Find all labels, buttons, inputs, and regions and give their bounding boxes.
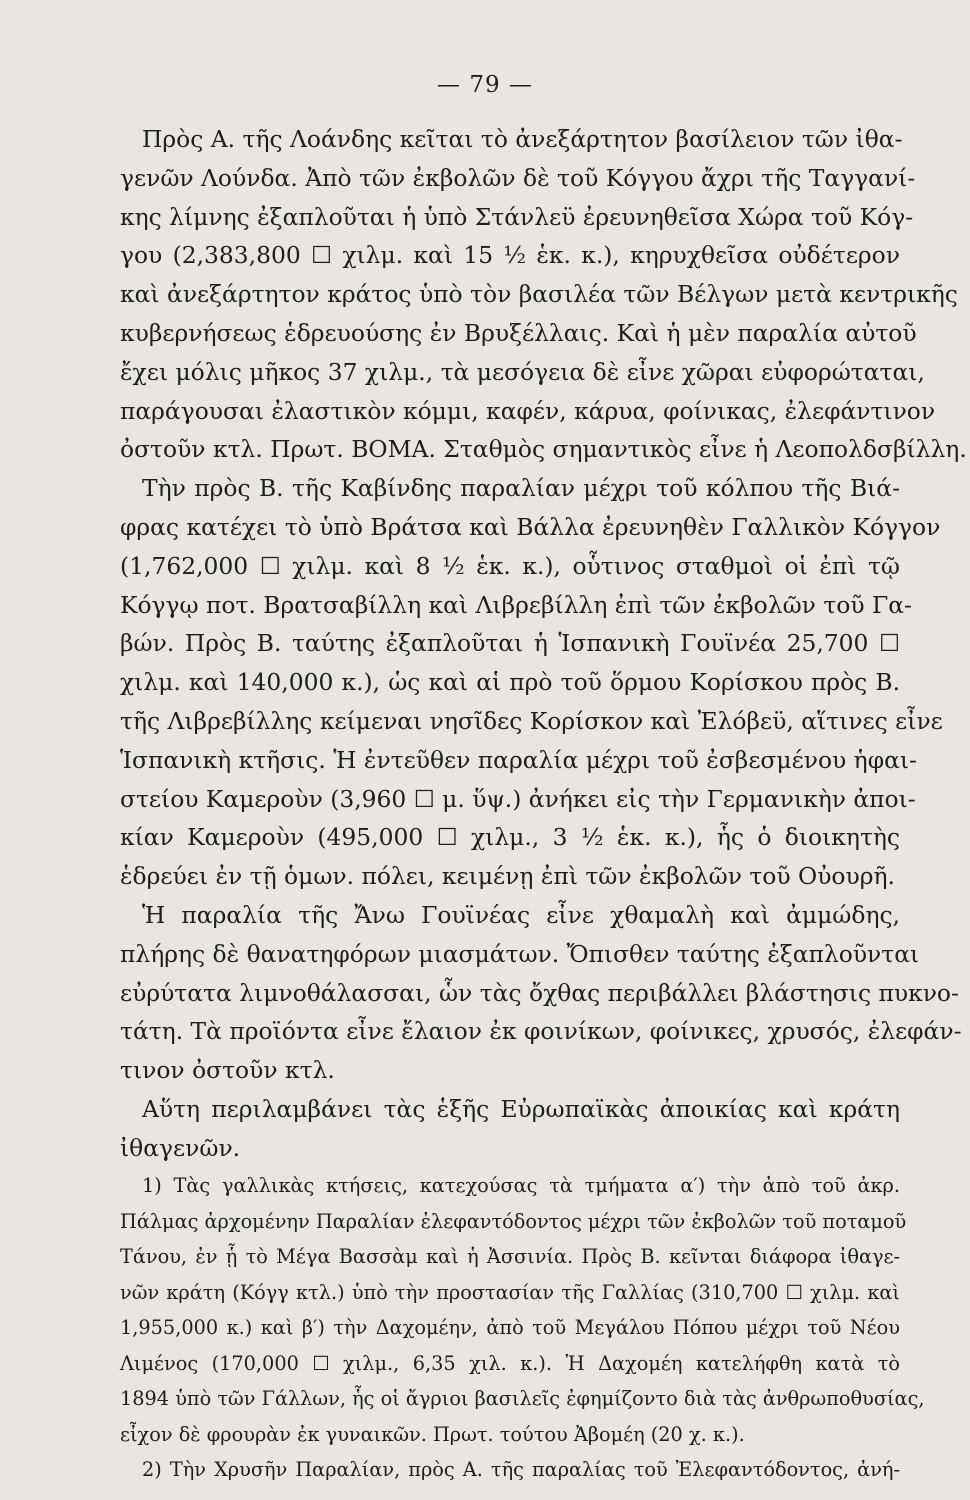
text-line: ἰθαγενῶν. <box>120 1133 241 1162</box>
text-line: ἑδρεύει ἐν τῇ ὁμων. πόλει, κειμένῃ ἐπὶ τῶν ἐκβολῶν τοῦ Οὐουρῆ. <box>120 862 895 891</box>
text-line: χιλμ. καὶ 140,000 κ.), ὡς καὶ αἱ πρὸ τοῦ ὅρμου Κορίσκου πρὸς Β. <box>120 668 900 697</box>
text-line: κης λίμνης ἐξαπλοῦται ἡ ὑπὸ Στάνλεϋ ἐρευνηθεῖσα Χώρα τοῦ Κόγ- <box>120 202 914 231</box>
text-line: καὶ ἀνεξάρτητον κράτος ὑπὸ τὸν βασιλέα τῶν Βέλγων μετὰ κεντρικῆς <box>120 280 958 309</box>
text-line: ἔχει μόλις μῆκος 37 χιλμ., τὰ μεσόγεια δὲ εἶνε χῶραι εὐφορώταται, <box>120 357 925 386</box>
footnote-line: 1894 ὑπὸ τῶν Γάλλων, ἧς οἱ ἄγριοι βασιλεῖς ἐφημίζοντο διὰ τὰς ἀνθρωποθυσίας, <box>120 1387 925 1410</box>
footnote-line: νῶν κράτη (Κόγγ κτλ.) ὑπὸ τὴν προστασίαν τῆς Γαλλίας (310,700 ☐ χιλμ. καὶ <box>120 1280 900 1304</box>
text-line: Αὕτη περιλαμβάνει τὰς ἑξῆς Εὐρωπαϊκὰς ἀποικίας καὶ κράτη <box>142 1094 900 1123</box>
text-line: γενῶν Λούνδα. Ἀπὸ τῶν ἐκβολῶν δὲ τοῦ Κόγγου ἄχρι τῆς Ταγγανί- <box>120 163 916 192</box>
main-text <box>120 120 967 1168</box>
footnote-line: 1,955,000 κ.) καὶ β′) τὴν Δαχομέην, ἀπὸ τοῦ Μεγάλου Πόπου μέχρι τοῦ Νέου <box>120 1316 900 1339</box>
text-line: τάτη. Τὰ προϊόντα εἶνε ἔλαιον ἐκ φοινίκων, φοίνικες, χρυσός, ἐλεφάν- <box>120 1017 962 1046</box>
text-line: ὀστοῦν κτλ. Πρωτ. ΒΟΜΑ. Σταθμὸς σημαντικὸς εἶνε ἡ Λεοπολδσβίλλη. <box>120 435 967 464</box>
text-line: Κόγγῳ ποτ. Βρατσαβίλλη καὶ Λιβρεβίλλη ἐπὶ τῶν ἐκβολῶν τοῦ Γα- <box>120 590 912 619</box>
text-line: τινον ὀστοῦν κτλ. <box>120 1056 335 1085</box>
text-line: Πρὸς Α. τῆς Λοάνδης κεῖται τὸ ἀνεξάρτητον βασίλειον τῶν ἰθα- <box>142 125 903 153</box>
footnote-line: Τάνου, ἐν ᾗ τὸ Μέγα Βασσὰμ καὶ ἡ Ἀσσινία. Πρὸς Β. κεῖνται διάφορα ἰθαγε- <box>120 1245 900 1268</box>
text-line: γου (2,383,800 ☐ χιλμ. καὶ 15 ½ ἑκ. κ.), κηρυχθεῖσα οὐδέτερον <box>120 241 900 270</box>
text-line: φρας κατέχει τὸ ὑπὸ Βράτσα καὶ Βάλλα ἐρευνηθὲν Γαλλικὸν Κόγγον <box>120 512 941 541</box>
text-line: βών. Πρὸς Β. ταύτης ἐξαπλοῦται ἡ Ἱσπανικὴ Γουϊνέα 25,700 ☐ <box>120 629 900 658</box>
text-line: Ἡ παραλία τῆς Ἄνω Γουϊνέας εἶνε χθαμαλὴ καὶ ἀμμώδης, <box>142 900 900 929</box>
text-line: στείου Καμεροὺν (3,960 ☐ μ. ὕψ.) ἀνήκει εἰς τὴν Γερμανικὴν ἀποι- <box>120 784 916 813</box>
text-line: κίαν Καμεροὺν (495,000 ☐ χιλμ., 3 ½ ἑκ. κ.), ἧς ὁ διοικητὴς <box>120 823 900 852</box>
footnotes <box>120 1168 925 1488</box>
footnote-line: 2) Τὴν Χρυσῆν Παραλίαν, πρὸς Α. τῆς παραλίας τοῦ Ἐλεφαντόδοντος, ἀνή- <box>142 1458 900 1481</box>
text-line: τῆς Λιβρεβίλλης κείμεναι νησῖδες Κορίσκον καὶ Ἐλόβεϋ, αἵτινες εἶνε <box>120 706 943 735</box>
text-line: εὐρύτατα λιμνοθάλασσαι, ὧν τὰς ὄχθας περιβάλλει βλάστησις πυκνο- <box>120 978 959 1007</box>
footnote-line: εἶχον δὲ φρουρὰν ἐκ γυναικῶν. Πρωτ. τούτου Ἀβομέη (20 χ. κ.). <box>120 1422 745 1446</box>
text-line: παράγουσαι ἐλαστικὸν κόμμι, καφέν, κάρυα, φοίνικας, ἐλεφάντινον <box>120 396 936 425</box>
footnote-line: Πάλμας ἀρχομένην Παραλίαν ἐλεφαντόδοντος μέχρι τῶν ἐκβολῶν τοῦ ποταμοῦ <box>120 1209 907 1233</box>
text-line: κυβερνήσεως ἑδρευούσης ἐν Βρυξέλλαις. Καὶ ἡ μὲν παραλία αὐτοῦ <box>120 318 917 347</box>
text-line: πλήρης δὲ θανατηφόρων μιασμάτων. Ὄπισθεν ταύτης ἐξαπλοῦνται <box>120 939 920 968</box>
footnote-line: 1) Τὰς γαλλικὰς κτήσεις, κατεχούσας τὰ τμήματα α′) τὴν ἀπὸ τοῦ ἀκρ. <box>142 1174 900 1197</box>
footnote-line: Λιμένος (170,000 ☐ χιλμ., 6,35 χιλ. κ.). Ἡ Δαχομέη κατελήφθη κατὰ τὸ <box>120 1351 900 1375</box>
text-line: Τὴν πρὸς Β. τῆς Καβίνδης παραλίαν μέχρι τοῦ κόλπου τῆς Βιά- <box>142 474 900 503</box>
text-line: (1,762,000 ☐ χιλμ. καὶ 8 ½ ἑκ. κ.), οὗτινος σταθμοὶ οἱ ἐπὶ τῷ <box>120 551 900 580</box>
page-number: — 79 — <box>437 72 533 98</box>
text-line: Ἱσπανικὴ κτῆσις. Ἡ ἐντεῦθεν παραλία μέχρι τοῦ ἐσβεσμένου ἡφαι- <box>120 745 917 774</box>
